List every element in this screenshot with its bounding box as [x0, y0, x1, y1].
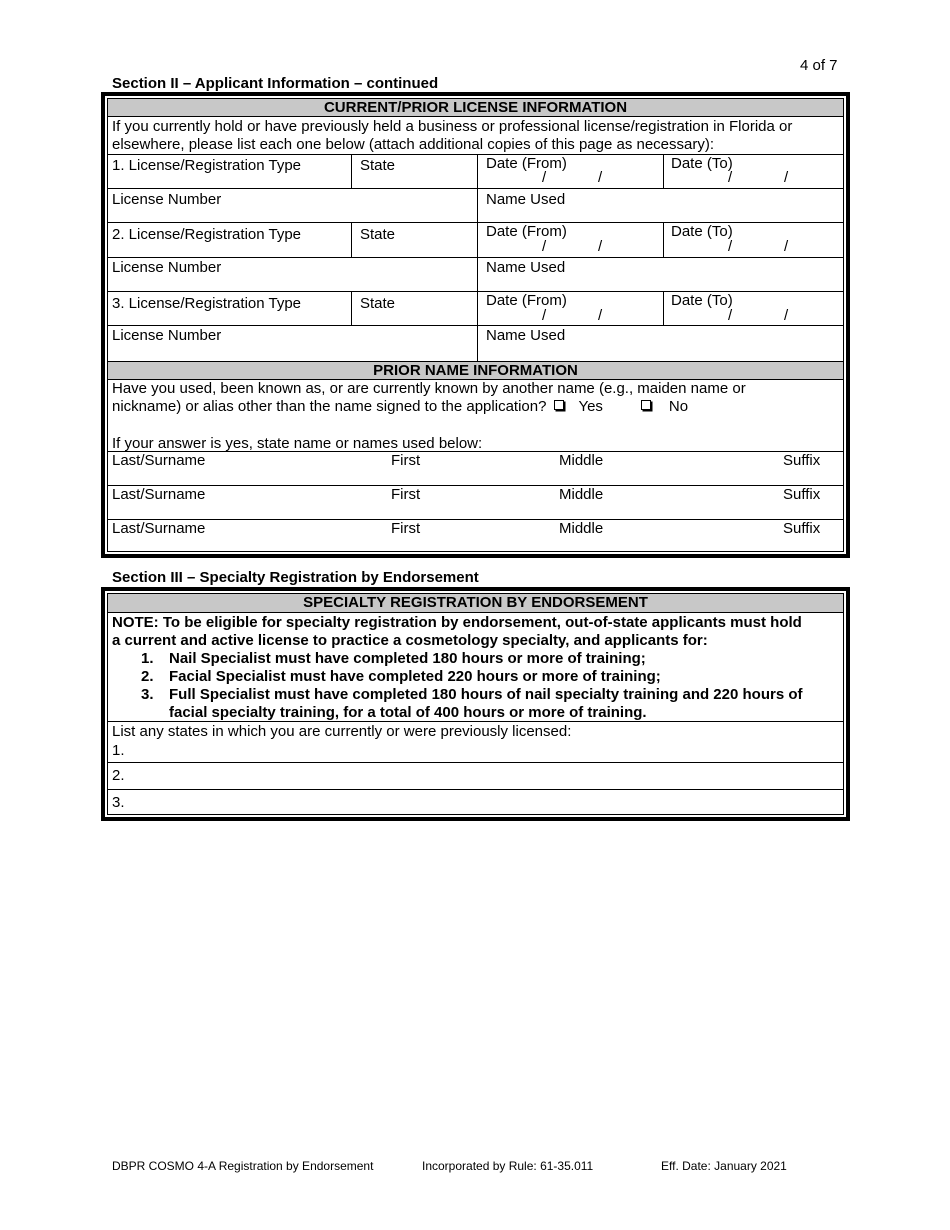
section-2-title: Section II – Applicant Information – continued — [112, 75, 439, 92]
date-slash: / — [784, 307, 789, 324]
state-label: State — [360, 295, 396, 312]
middle-name-label: Middle — [559, 486, 604, 503]
state-line-number: 1. — [112, 742, 125, 759]
date-slash: / — [598, 307, 603, 324]
no-label: No — [668, 398, 689, 415]
prior-name-header: PRIOR NAME INFORMATION — [108, 361, 843, 380]
license-entry-2-row1 — [108, 223, 843, 258]
license-header: CURRENT/PRIOR LICENSE INFORMATION — [108, 99, 843, 117]
suffix-label: Suffix — [783, 452, 821, 469]
footer-rule: Incorporated by Rule: 61-35.011 — [422, 1159, 594, 1173]
date-slash: / — [784, 169, 789, 186]
license-number-label: License Number — [112, 191, 222, 208]
requirement-1: 1. — [141, 650, 154, 667]
license-type-label: 1. License/Registration Type — [112, 157, 302, 174]
state-line-3[interactable] — [108, 790, 843, 817]
license-info-table — [101, 92, 850, 558]
date-slash: / — [728, 169, 733, 186]
date-slash: / — [598, 169, 603, 186]
state-label: State — [360, 226, 396, 243]
date-from-label: Date (From) — [486, 292, 567, 309]
license-intro: If you currently hold or have previously held a business or professional license/registration in Florida or elsewhere, please list each one below (attach additional copies of this page as necessary): — [112, 118, 793, 153]
footer-form-id: DBPR COSMO 4-A Registration by Endorsement — [112, 1159, 374, 1173]
license-entry-1-row2 — [108, 189, 843, 223]
name-used-label: Name Used — [486, 327, 566, 344]
last-name-label: Last/Surname — [112, 520, 206, 537]
state-line-1[interactable] — [108, 722, 843, 763]
suffix-label: Suffix — [783, 486, 821, 503]
name-row — [108, 486, 843, 520]
state-line-number: 2. — [112, 767, 125, 784]
license-type-label: 2. License/Registration Type — [112, 226, 302, 243]
name-used-label: Name Used — [486, 259, 566, 276]
license-type-label: 3. License/Registration Type — [112, 295, 302, 312]
license-number-label: License Number — [112, 259, 222, 276]
specialty-registration-table — [101, 587, 850, 821]
date-slash: / — [784, 238, 789, 255]
date-from-label: Date (From) — [486, 223, 567, 240]
suffix-label: Suffix — [783, 520, 821, 537]
requirement-2-text: Facial Specialist must have completed 220 hours or more of training; — [169, 668, 661, 685]
first-name-label: First — [391, 486, 421, 503]
first-name-label: First — [391, 452, 421, 469]
date-to-label: Date (To) — [671, 292, 733, 309]
state-line-2[interactable] — [108, 763, 843, 790]
license-entry-3-row2 — [108, 326, 843, 361]
date-slash: / — [542, 307, 547, 324]
date-slash: / — [728, 238, 733, 255]
last-name-label: Last/Surname — [112, 452, 206, 469]
requirement-1-text: Nail Specialist must have completed 180 hours or more of training; — [169, 650, 646, 667]
requirement-3: 3. — [141, 686, 154, 703]
name-row — [108, 520, 843, 554]
state-label: State — [360, 157, 396, 174]
requirement-2: 2. — [141, 668, 154, 685]
license-number-label: License Number — [112, 327, 222, 344]
first-name-label: First — [391, 520, 421, 537]
states-prompt: List any states in which you are currently or were previously licensed: — [112, 723, 572, 740]
section-3-title: Section III – Specialty Registration by Endorsement — [112, 569, 479, 586]
name-row — [108, 452, 843, 486]
license-entry-2-row2 — [108, 258, 843, 292]
footer-eff-date: Eff. Date: January 2021 — [661, 1159, 787, 1173]
state-line-number: 3. — [112, 794, 125, 811]
middle-name-label: Middle — [559, 452, 604, 469]
yes-checkbox[interactable] — [554, 400, 564, 410]
middle-name-label: Middle — [559, 520, 604, 537]
page-number: 4 of 7 — [800, 57, 838, 74]
yes-label: Yes — [578, 398, 603, 415]
if-yes-instruction: If your answer is yes, state name or names used below: — [112, 435, 483, 452]
no-checkbox[interactable] — [641, 400, 651, 410]
date-from-label: Date (From) — [486, 155, 567, 172]
date-to-label: Date (To) — [671, 155, 733, 172]
date-slash: / — [542, 238, 547, 255]
eligibility-note: NOTE: To be eligible for specialty registration by endorsement, out-of-state applicants must hold a current and active license to practice a cosmetology specialty, and applicants for: — [112, 614, 802, 649]
license-entry-3-row1 — [108, 292, 843, 326]
name-used-label: Name Used — [486, 191, 566, 208]
date-to-label: Date (To) — [671, 223, 733, 240]
specialty-header: SPECIALTY REGISTRATION BY ENDORSEMENT — [108, 594, 843, 613]
date-slash: / — [598, 238, 603, 255]
requirement-3-text: Full Specialist must have completed 180 hours of nail specialty training and 220 hours of facial specialty training, for a total of 400 hours or more of training. — [169, 686, 803, 721]
last-name-label: Last/Surname — [112, 486, 206, 503]
license-entry-1-row1 — [108, 155, 843, 189]
date-slash: / — [728, 307, 733, 324]
prior-name-question: Have you used, been known as, or are currently known by another name (e.g., maiden name or nickname) or alias other than the name signed to the application? Yes No — [112, 380, 746, 415]
date-slash: / — [542, 169, 547, 186]
